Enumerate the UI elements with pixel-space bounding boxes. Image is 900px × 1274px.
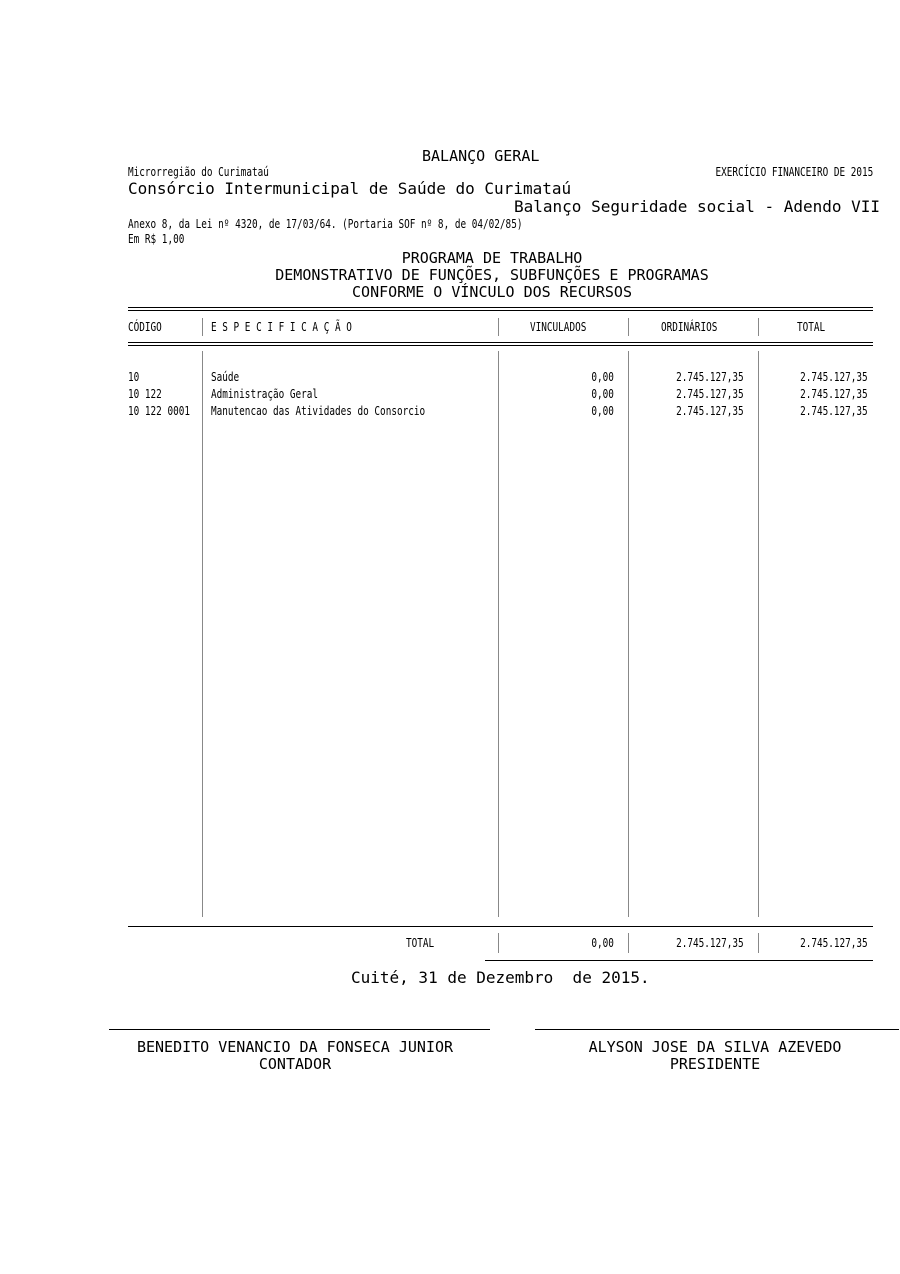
currency-note: Em R$ 1,00 xyxy=(128,232,185,246)
place-date: Cuité, 31 de Dezembro de 2015. xyxy=(351,968,650,987)
signer-1-name: BENEDITO VENANCIO DA FONSECA JUNIOR xyxy=(136,1038,454,1056)
row-code: 10 122 0001 xyxy=(128,404,190,418)
header-bottom-rule xyxy=(128,342,873,346)
region-label: Microrregião do Curimataú xyxy=(128,165,269,179)
total-label: TOTAL xyxy=(406,936,435,950)
report-name: Balanço Seguridade social - Adendo VII xyxy=(514,197,881,216)
table-top-rule xyxy=(128,307,873,311)
row-ordinary: 2.745.127,35 xyxy=(676,370,744,384)
total-col-sep xyxy=(628,933,629,953)
row-spec: Saúde xyxy=(211,370,240,384)
total-col-sep xyxy=(758,933,759,953)
legal-reference: Anexo 8, da Lei nº 4320, de 17/03/64. (Portaria SOF nº 8, de 04/02/85) xyxy=(128,217,523,231)
body-col-sep xyxy=(628,351,629,917)
row-linked: 0,00 xyxy=(591,387,614,401)
total-total: 2.745.127,35 xyxy=(800,936,868,950)
column-header-spec: E S P E C I F I C A Ç Ã O xyxy=(211,320,352,334)
row-total: 2.745.127,35 xyxy=(800,370,868,384)
column-header-code: CÓDIGO xyxy=(128,320,162,334)
subtitle-resources: CONFORME O VÍNCULO DOS RECURSOS xyxy=(352,283,632,301)
table-bottom-rule xyxy=(128,926,873,927)
subtitle-program: PROGRAMA DE TRABALHO xyxy=(401,249,583,267)
row-ordinary: 2.745.127,35 xyxy=(676,404,744,418)
body-col-sep xyxy=(202,351,203,917)
row-total: 2.745.127,35 xyxy=(800,404,868,418)
column-header-total: TOTAL xyxy=(797,320,826,334)
col-sep xyxy=(498,318,499,336)
row-spec: Manutencao das Atividades do Consorcio xyxy=(211,404,426,418)
signer-1-role: CONTADOR xyxy=(258,1055,332,1073)
subtitle-demonstrative: DEMONSTRATIVO DE FUNÇÕES, SUBFUNÇÕES E PROGRAMAS xyxy=(275,266,709,284)
row-code: 10 122 xyxy=(128,387,162,401)
col-sep xyxy=(628,318,629,336)
total-linked: 0,00 xyxy=(591,936,614,950)
signature-line-1 xyxy=(109,1029,490,1030)
signature-line-2 xyxy=(535,1029,899,1030)
signer-2-role: PRESIDENTE xyxy=(669,1055,761,1073)
column-header-linked: VINCULADOS xyxy=(530,320,587,334)
row-spec: Administração Geral xyxy=(211,387,319,401)
body-col-sep xyxy=(758,351,759,917)
row-code: 10 xyxy=(128,370,140,384)
totals-underline xyxy=(485,960,873,961)
total-ordinary: 2.745.127,35 xyxy=(676,936,744,950)
row-ordinary: 2.745.127,35 xyxy=(676,387,744,401)
col-sep xyxy=(758,318,759,336)
entity-name: Consórcio Intermunicipal de Saúde do Curimataú xyxy=(128,179,572,198)
fiscal-year-label: EXERCÍCIO FINANCEIRO DE 2015 xyxy=(715,165,873,179)
signer-2-name: ALYSON JOSE DA SILVA AZEVEDO xyxy=(588,1038,842,1056)
row-linked: 0,00 xyxy=(591,370,614,384)
column-header-ordinary: ORDINÁRIOS xyxy=(661,320,718,334)
row-linked: 0,00 xyxy=(591,404,614,418)
col-sep xyxy=(202,318,203,336)
report-title: BALANÇO GERAL xyxy=(422,147,540,165)
body-col-sep xyxy=(498,351,499,917)
total-col-sep xyxy=(498,933,499,953)
row-total: 2.745.127,35 xyxy=(800,387,868,401)
